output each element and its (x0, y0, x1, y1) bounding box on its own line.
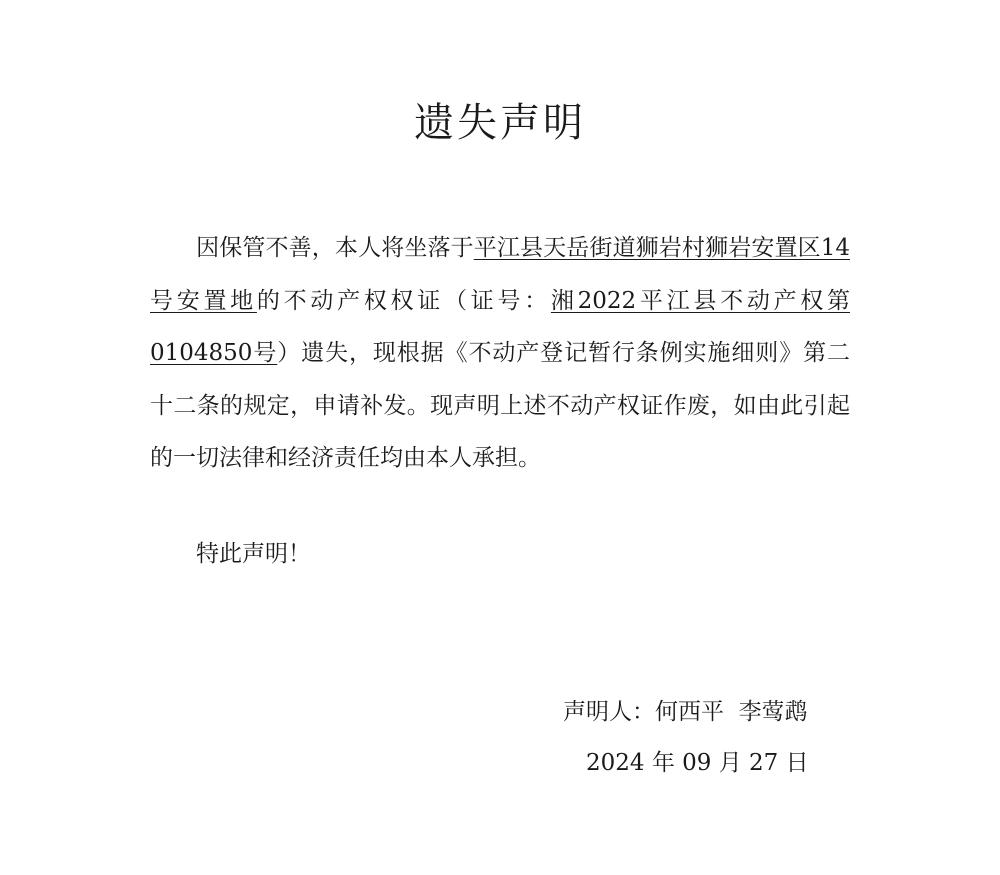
paragraph-intro: 因保管不善，本人将坐落于 (196, 235, 474, 261)
closing-statement: 特此声明！ (196, 541, 311, 567)
signer-line (563, 686, 808, 738)
certificate-number: 湘2022平江县不动产权第0104850号 (150, 287, 851, 366)
declaration-paragraph (150, 222, 850, 485)
declaration-date: 2024 年 09 月 27 日 (586, 750, 809, 776)
paragraph-middle: 的不动产权权证（证号： (256, 287, 551, 314)
property-location: 平江县天岳街道狮岩村狮岩安置区14号安置地 (150, 235, 850, 314)
document-title: 遗失声明 (414, 100, 586, 146)
paragraph-end: ）遗失，现根据《不动产登记暂行条例实施细则》第二十二条的规定，申请补发。现声明上述不动产权证作废，如由此引起的一切法律和经济责任均由本人承担。 (150, 340, 851, 471)
signer-label: 声明人： (563, 699, 655, 725)
signer-names: 何西平 李莺鹉 (655, 699, 808, 725)
